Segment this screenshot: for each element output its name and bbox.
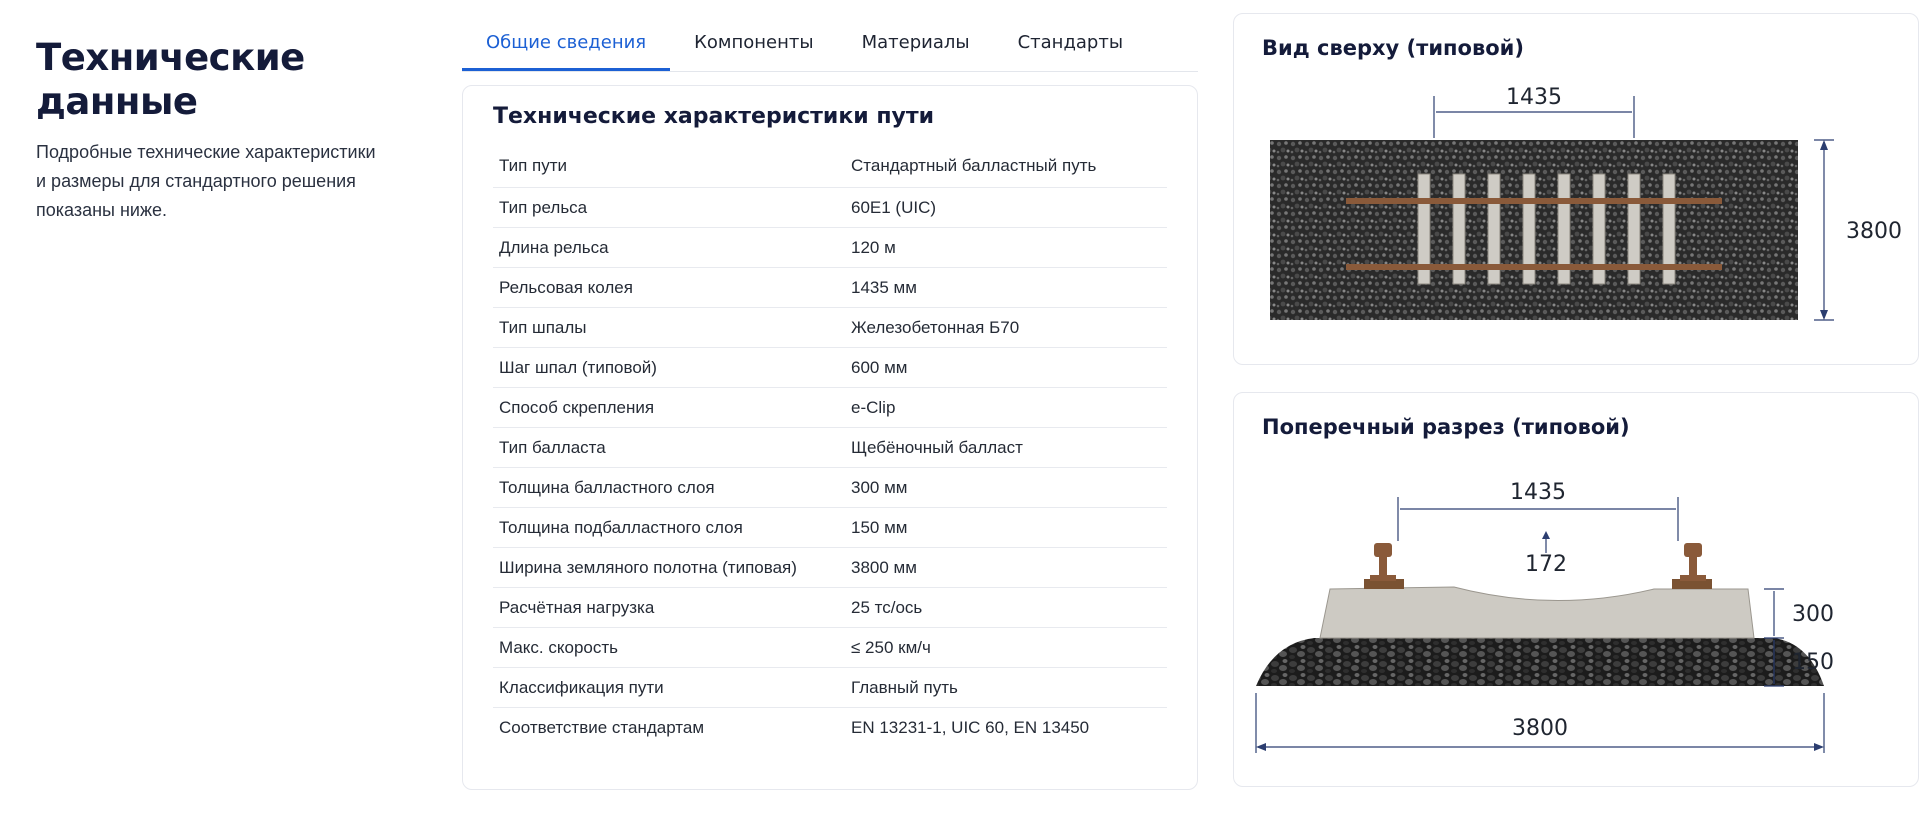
section-sleeper bbox=[1320, 587, 1754, 638]
intro-section bbox=[36, 36, 436, 225]
spec-row bbox=[493, 348, 1167, 388]
spec-value: e-Clip bbox=[851, 397, 896, 417]
spec-label: Толщина балластного слоя bbox=[499, 477, 715, 497]
spec-row bbox=[493, 508, 1167, 548]
spec-row bbox=[493, 588, 1167, 628]
spec-label: Соответствие стандартам bbox=[499, 718, 705, 737]
spec-row bbox=[493, 668, 1167, 708]
spec-value: 1435 мм bbox=[851, 277, 917, 297]
spec-value: Железобетонная Б70 bbox=[851, 317, 1020, 337]
spec-label: Макс. скорость bbox=[499, 637, 619, 657]
tab-standards[interactable]: Стандарты bbox=[1017, 32, 1124, 53]
spec-row bbox=[493, 228, 1167, 268]
section-ballast-dim: 300 bbox=[1792, 602, 1834, 627]
tab-components[interactable]: Компоненты bbox=[694, 32, 814, 53]
spec-label: Тип балласта bbox=[499, 437, 606, 457]
spec-row bbox=[493, 708, 1167, 748]
spec-title: Технические характеристики пути bbox=[493, 104, 935, 129]
spec-label: Шаг шпал (типовой) bbox=[499, 357, 657, 377]
spec-label: Тип пути bbox=[499, 155, 568, 175]
spec-row bbox=[493, 144, 1167, 188]
section-subballast-dim: 150 bbox=[1792, 650, 1834, 675]
top-width-dim: 3800 bbox=[1846, 219, 1902, 244]
spec-label: Тип шпалы bbox=[499, 317, 587, 337]
tab-bar bbox=[462, 14, 1198, 72]
spec-row bbox=[493, 268, 1167, 308]
section-ballast bbox=[1256, 638, 1824, 686]
description-line-1: Подробные технические характеристики bbox=[36, 142, 376, 162]
spec-row bbox=[493, 468, 1167, 508]
spec-label: Способ скрепления bbox=[499, 397, 655, 417]
spec-row bbox=[493, 628, 1167, 668]
spec-row bbox=[493, 308, 1167, 348]
spec-value: 600 мм bbox=[851, 357, 908, 377]
section-rail-height-dim: 172 bbox=[1525, 552, 1567, 577]
top-rail-1 bbox=[1346, 198, 1722, 204]
spec-row bbox=[493, 188, 1167, 228]
spec-value: 300 мм bbox=[851, 477, 908, 497]
spec-value: Главный путь bbox=[851, 677, 958, 697]
spec-value: Стандартный балластный путь bbox=[851, 155, 1097, 175]
spec-value: 25 тс/ось bbox=[851, 597, 923, 617]
cross-section-card bbox=[1233, 392, 1919, 787]
spec-value: EN 13231-1, UIC 60, EN 13450 bbox=[851, 718, 1090, 737]
spec-value: 60E1 (UIC) bbox=[851, 197, 937, 217]
spec-value: 120 м bbox=[851, 237, 896, 257]
description-line-2: и размеры для стандартного решения bbox=[36, 171, 356, 191]
top-view-title: Вид сверху (типовой) bbox=[1262, 36, 1524, 60]
spec-label: Ширина земляного полотна (типовая) bbox=[499, 557, 797, 577]
spec-label: Тип рельса bbox=[499, 197, 588, 217]
description-line-3: показаны ниже. bbox=[36, 200, 168, 220]
top-rail-2 bbox=[1346, 264, 1722, 270]
page-description bbox=[36, 138, 436, 225]
page-title: Технические данные bbox=[36, 36, 305, 123]
cross-section-diagram bbox=[1234, 393, 1920, 788]
spec-label: Длина рельса bbox=[499, 237, 609, 257]
spec-value: 3800 мм bbox=[851, 557, 917, 577]
top-view-diagram bbox=[1234, 14, 1920, 366]
section-width-dim: 3800 bbox=[1512, 716, 1568, 741]
section-rail-left bbox=[1370, 543, 1396, 581]
tab-general[interactable]: Общие сведения bbox=[462, 32, 670, 71]
spec-label: Рельсовая колея bbox=[499, 277, 633, 297]
spec-label: Расчётная нагрузка bbox=[499, 597, 655, 617]
spec-row bbox=[493, 548, 1167, 588]
spec-card bbox=[462, 85, 1198, 790]
spec-table bbox=[493, 144, 1167, 748]
spec-label: Толщина подбалластного слоя bbox=[499, 517, 743, 537]
spec-row bbox=[493, 428, 1167, 468]
top-gauge-dim: 1435 bbox=[1506, 85, 1562, 110]
section-gauge-dim: 1435 bbox=[1510, 480, 1566, 505]
spec-label: Классификация пути bbox=[499, 677, 664, 697]
cross-section-title: Поперечный разрез (типовой) bbox=[1262, 415, 1630, 439]
tab-materials[interactable]: Материалы bbox=[861, 32, 970, 53]
spec-row bbox=[493, 388, 1167, 428]
spec-value: Щебёночный балласт bbox=[851, 437, 1023, 457]
spec-value: ≤ 250 км/ч bbox=[851, 637, 931, 657]
spec-value: 150 мм bbox=[851, 517, 908, 537]
top-view-card bbox=[1233, 13, 1919, 365]
section-rail-right bbox=[1680, 543, 1706, 581]
